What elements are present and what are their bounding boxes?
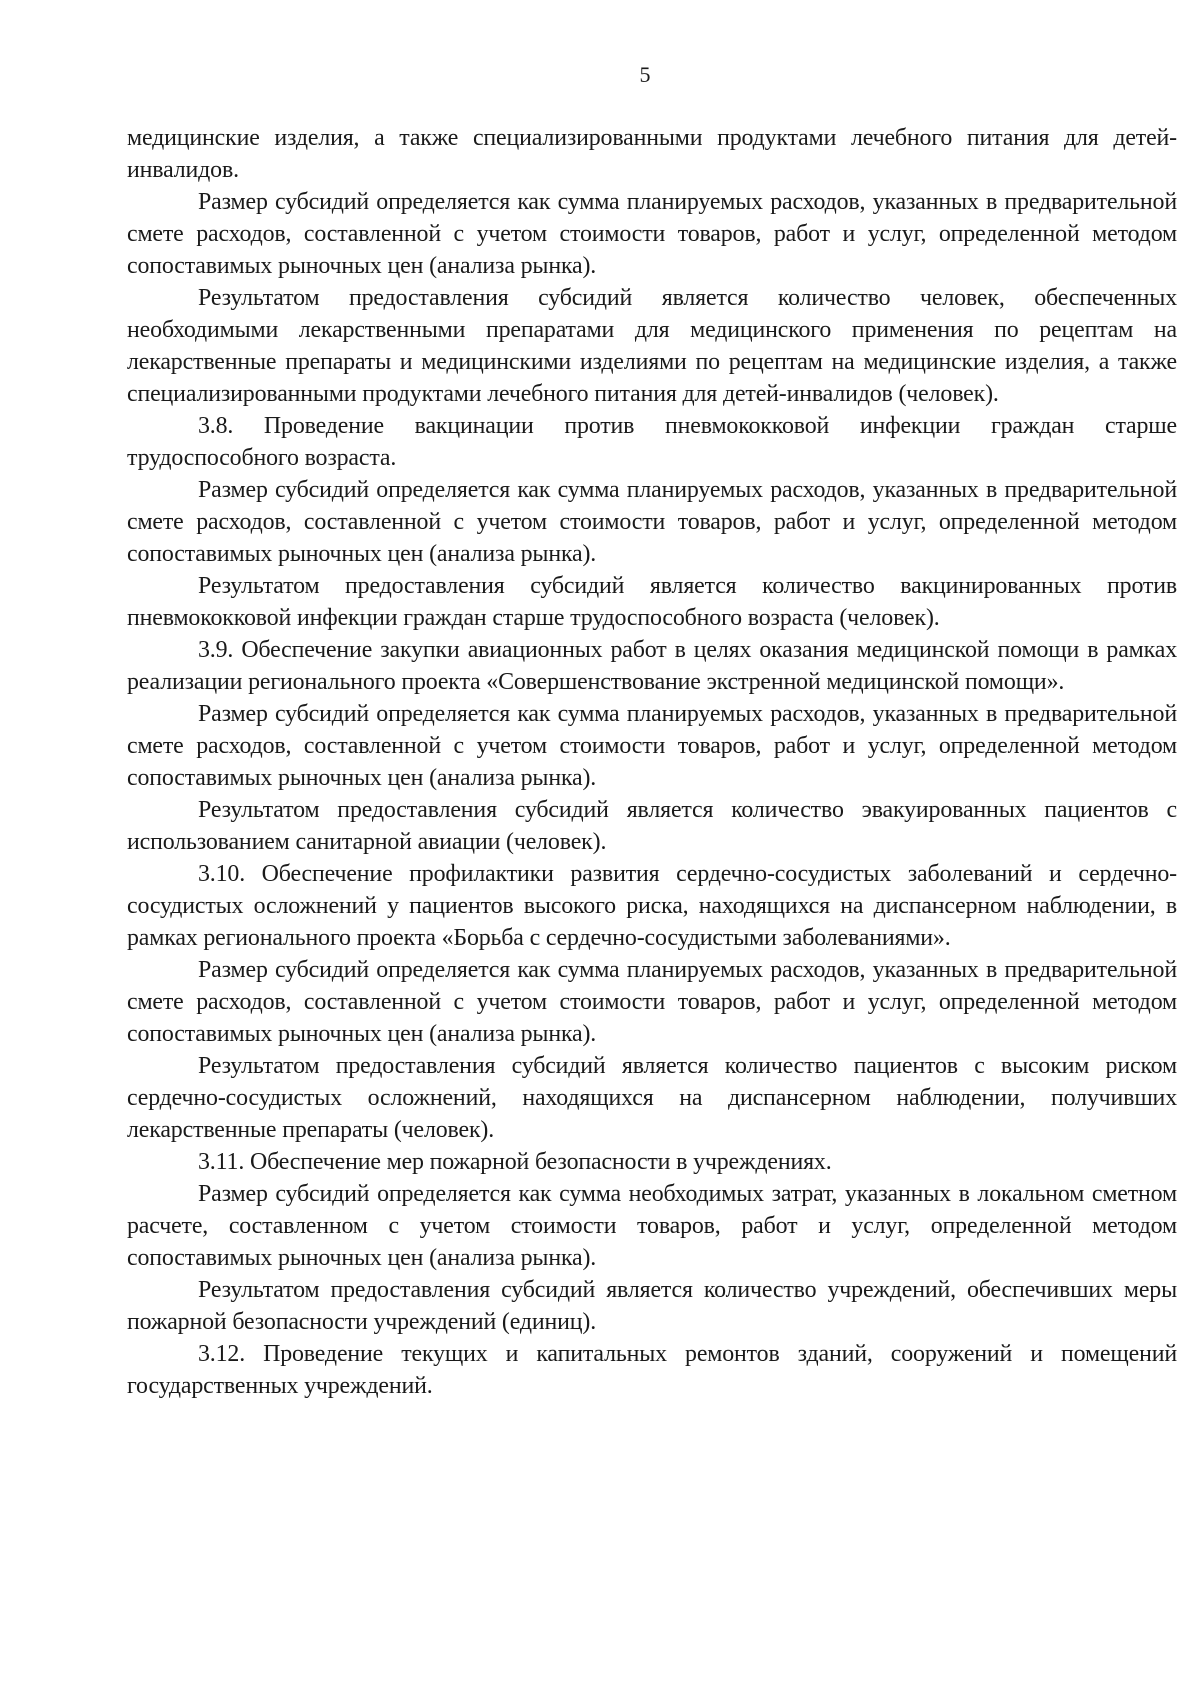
paragraph-section-3-10: 3.10. Обеспечение профилактики развития сердечно-сосудистых заболеваний и сердечно-сосудистых осложнений у пациентов высокого риска, находящихся на диспансерном наблюдении, в рамках регионального проекта «Борьба с сердечно-сосудистыми заболеваниями». — [127, 861, 1177, 951]
paragraph-subsidy-size: Размер субсидий определяется как сумма планируемых расходов, указанных в предварительной смете расходов, составленной с учетом стоимости товаров, работ и услуг, определенной методом сопоставимых рыночных цен (анализа рынка). — [127, 957, 1177, 1047]
page-number: 5 — [639, 62, 651, 87]
paragraph-section-3-8: 3.8. Проведение вакцинации против пневмококковой инфекции граждан старше трудоспособного возраста. — [127, 413, 1177, 471]
paragraph-subsidy-result: Результатом предоставления субсидий является количество пациентов с высоким риском сердечно-сосудистых осложнений, находящихся на диспансерном наблюдении, получивших лекарственные препараты (человек). — [127, 1053, 1177, 1143]
paragraph-subsidy-result: Результатом предоставления субсидий является количество человек, обеспеченных необходимыми лекарственными препаратами для медицинского применения по рецептам на лекарственные препараты и медицинскими изделиями по рецептам на медицинские изделия, а также специализированными продуктами лечебного питания для детей-инвалидов (человек). — [127, 285, 1177, 407]
paragraph-subsidy-result: Результатом предоставления субсидий является количество учреждений, обеспечивших меры пожарной безопасности учреждений (единиц). — [127, 1277, 1177, 1335]
paragraph-section-3-11: 3.11. Обеспечение мер пожарной безопасности в учреждениях. — [198, 1149, 832, 1175]
paragraph-section-3-12: 3.12. Проведение текущих и капитальных ремонтов зданий, сооружений и помещений государственных учреждений. — [127, 1341, 1177, 1399]
paragraph-section-3-9: 3.9. Обеспечение закупки авиационных работ в целях оказания медицинской помощи в рамках реализации регионального проекта «Совершенствование экстренной медицинской помощи». — [127, 637, 1177, 695]
paragraph-subsidy-size: Размер субсидий определяется как сумма необходимых затрат, указанных в локальном сметном расчете, составленном с учетом стоимости товаров, работ и услуг, определенной методом сопоставимых рыночных цен (анализа рынка). — [127, 1181, 1177, 1271]
paragraph-subsidy-size: Размер субсидий определяется как сумма планируемых расходов, указанных в предварительной смете расходов, составленной с учетом стоимости товаров, работ и услуг, определенной методом сопоставимых рыночных цен (анализа рынка). — [127, 189, 1177, 279]
paragraph-subsidy-size: Размер субсидий определяется как сумма планируемых расходов, указанных в предварительной смете расходов, составленной с учетом стоимости товаров, работ и услуг, определенной методом сопоставимых рыночных цен (анализа рынка). — [127, 701, 1177, 791]
paragraph-subsidy-result: Результатом предоставления субсидий является количество эвакуированных пациентов с использованием санитарной авиации (человек). — [127, 797, 1177, 855]
paragraph-subsidy-size: Размер субсидий определяется как сумма планируемых расходов, указанных в предварительной смете расходов, составленной с учетом стоимости товаров, работ и услуг, определенной методом сопоставимых рыночных цен (анализа рынка). — [127, 477, 1177, 567]
paragraph-continuation: медицинские изделия, а также специализированными продуктами лечебного питания для детей-инвалидов. — [127, 125, 1177, 183]
document-body — [127, 122, 1177, 1402]
paragraph-subsidy-result: Результатом предоставления субсидий является количество вакцинированных против пневмококковой инфекции граждан старше трудоспособного возраста (человек). — [127, 573, 1177, 631]
